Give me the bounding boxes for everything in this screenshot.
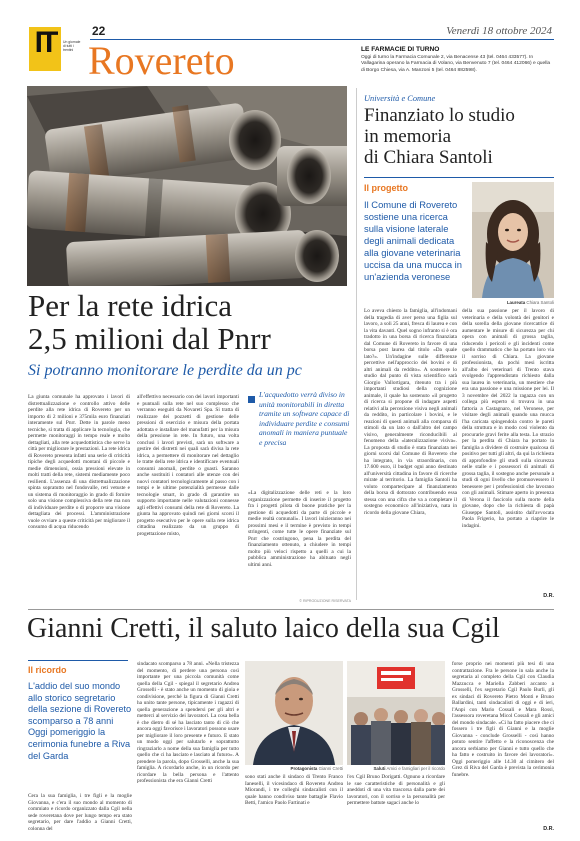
main-title-line2: 2,5 milioni dal Pnrr [28, 321, 271, 356]
ricordo-box-rule [28, 660, 128, 661]
logo-letters: IT [34, 26, 56, 59]
pharmacy-text: Oggi di turno la Farmacia Comunale 2, via Benacense 43 (tel. 0464 433577). In Vallagarina operano la Farmacia di Volano, via Benvenuto 7 (tel. 0464 412066) e quella di Borgo Chiesa, via A. Manzoni 5 (tel. 0464 882598). [361, 55, 551, 73]
page-number: 22 [92, 24, 106, 38]
cretti-photo1-caption [245, 766, 343, 771]
pull-quote: L'acquedotto verrà diviso in unità monitorabili in diretta tramite un software capace di individuare perdite e consumi anomali in maniera puntuale e precisa [259, 390, 350, 447]
quote-marker [248, 396, 255, 403]
cretti-signature: D.R. [543, 826, 554, 832]
project-box-label: Il progetto [364, 183, 408, 193]
project-box-text: Il Comune di Rovereto sostiene una ricerca sulla visione laterale degli animali dedicata alla giovane veterinaria uccisa da una mucca in un'azienda veronese [364, 199, 462, 282]
studio-signature: D.R. [543, 593, 554, 599]
cretti-col-2: sindacato scomparso a 78 anni. «Nella tristezza del momento, di perdere una persona così importante per una piccola comunità come quella della Cgil - spiegal il segretario Andrea Grosselli - è stato anche un momento di gioia e condivisione, perché la figura di Gianni Cretti ha unito tante persone, tipicamente i ragazzi di quella generazione a spendersi per gli altri e metterci al servizio dei lavoratori. La cosa bella è che dietro di sé ha lasciato tanto di ciò che ancora oggi favorisce i lavoratori possono usare per migliorare il loro presente e futuro. E stato un modo oggi per salutarlo e soprattutto ringraziarlo a nome della sua famiglia per tutto quello che ci ha lasciato e lasciato al futuro». A prendere la parola, dopo Grosselli, anche la sua famiglia. A ricordarlo anche, in un ricordo per ricordare la bella persona e l'attento professionista che era Gianni Cretti [137, 661, 239, 784]
cretti-col-3: sono stati anche il sindaco di Trento Franco Ianeselli, il vicesindaco di Rovereto Andrea Miorandi, i tre colleghi sindacalisti con il quale hanno condiviso tante battaglie Flavio Betti, l'amico Paolo Fartinati e [245, 774, 343, 806]
cretti-photo2-caption-text: Amici e famigliari per il ricordo [386, 766, 445, 771]
studio-title-line2: in memoria [364, 126, 452, 147]
section-title: Rovereto [88, 38, 235, 83]
cretti-col-1: Cera la sua famiglia, i tre figli e la moglie Giovanna, e c'era il suo mondo al momento di commiato e ricordo organizzato dalla Cgil nella sede roveretana dove per lungo tempo era stato segretario, per dare l'addio a Gianni Cretti, colonna del [28, 793, 132, 832]
logo [29, 27, 61, 71]
cretti-photo1-caption-bold: Protagonista [290, 766, 318, 771]
studio-kicker: Università e Comune [364, 94, 436, 103]
logo-caption: Un giornale di tutti i trentini [63, 40, 81, 53]
cretti-event-illustration [347, 661, 445, 765]
studio-title-line1: Finanziato lo studio [364, 105, 515, 126]
studio-col-2: della sua passione per il lavoro di veterinaria e della volontà dei genitori e della sorella della giovane ricercatrice di aumentare le misure di sicurezza per chi opera con animali di grossa taglia, riducendo i pericoli e gli incidenti come quello drammatico che ha portato loro via il sorriso di Chiara. La giovane professionista, da pochi mesi iscritta all'albo dei veterinari di Trento stava svolgendo l'apprendistato richiesto dalla sua laurea in veterinaria, un mestiere che era una passione e una missione per lei. Il 3 novembre del 2022 la ragazza con un collega più esperto si trovava in una fattoria a Castagnaro, nel Veronese, per visitare degli animali quando una mucca l'ha caricata spingendola contro le pareti della struttura e in modo così violento da procurarle gravi ferite alla testa. Lo strazio per la perdita di Chiara ha portato la famiglia a dividere di costruire qualcosa di positivo per tutti gli altri, da qui la richiesta di approfondire gli studi sulla sicurezza nelle stalle e i possessori di animali di grossa taglia, il sostegno anche personale a studi di ogni livello che promuovessero il benessere per i professionisti che lavorano con gli animali. Stimare aperto in presenza di Verona il fascicolo sulla morte della giovane, dopo che la richiesta di papà Giuseppe Santoli, assistito dall'avvocata Paola Frigerio, ha portato a riaprire le indagini. [462, 308, 554, 529]
cretti-col-5: forse proprio nei momenti più tesi di una contrattazione. Fra le persone in sala anche la segretaria al completo della Cgil con Claudia Mazzucca e Mariella Zabberi accanto a Grosselli, l'ex segretario Cgil Paolo Burli, gli ex sindaci di Rovereto Pietro Monti e Bruno Ballardini, tanti sindacalisti di oggi e di ieri, l'Anpi con Mario Cossali e Mara Rossi, l'assessora roveretana Micol Cossali e gli amici del mondo sindacale. «Ci ha fatto piacere che ci fossero i tre figli di Gianni e la moglie Giovanna - conclude Grosselli - così hanno potuto sentire l'affetto e la riconoscenza che ancora serbiamo per Gianni e tutto quello che ha fatto e costruito in favore dei lavoratori». Oggi pomeriggio alle 14.30 al cimitero del Grez di Riva del Garda è prevista la cerimonia funebre. [452, 661, 554, 778]
portrait-caption [472, 300, 554, 305]
cretti-photo1-caption-text: Gianni Cretti [318, 766, 343, 771]
cretti-col-4: l'ex Cgil Bruno Dorigatti. Ognuno a ricordare le sue caratteristiche di personalità e gli aneddoti di una vita trascorsa dalla parte dei lavoratori, con il sorriso e la personalità per permettere battute sagaci anche lo [347, 774, 445, 806]
ricordo-box-label: Il ricordo [28, 665, 67, 675]
date: Venerdì 18 ottobre 2024 [446, 25, 552, 37]
main-title-line1: Per la rete idrica [28, 288, 232, 323]
portrait-illustration [472, 182, 554, 298]
main-subtitle: Si potranno monitorare le perdite da un pc [28, 362, 302, 379]
section-separator [28, 609, 554, 610]
main-col-1: La giunta comunale ha approvato i lavori di distrettualizzazione e controllo attivo delle perdite alla rete idrica di Rovereto per un importo di 2 milioni e 375mila euro finanziati interamente sul Pnrr. Dette in parole meno tecniche, si tratta di applicare la tecnologia, che permette monitoraggi in tempo reale e molto dettagliati, alla rete acquedottistica che serve la città per migliorare le prestazioni. La rete idrica di Rovereto presenta infatti una serie di criticità tipiche degli acquedotti montani di piccole e medie dimensioni, ossia pressioni elevate in molti tratti della rete, sistemi mediamente poco resilienti. L'assenza di una distrettualizzazione spinta sopratutto nel fondovalle, reti vetuste e un sistema di monitoraggio in grado di fornire solo una visione complessiva della rete ma non di individuare perdite o di proporre una visione dettagliata dei processi. L'amministrazione vuole ovviare a queste criticità per migliorare il consumo di acqua riducendo [28, 394, 130, 530]
pipes-illustration [27, 86, 347, 286]
cretti-title: Gianni Cretti, il saluto laico della sua Cgil [27, 613, 500, 644]
main-credit: © RIPRODUZIONE RISERVATA [299, 599, 351, 603]
pharmacy-title: LE FARMACIE DI TURNO [361, 46, 440, 53]
column-divider [356, 88, 357, 600]
cretti-portrait-illustration [245, 661, 343, 765]
studio-title-line3: di Chiara Santoli [364, 147, 493, 168]
portrait-caption-text: Chiara Santoli [526, 300, 554, 305]
cretti-event-photo [347, 661, 445, 765]
studio-col-1: Lo aveva chiesto la famiglia, all'indomani della tragedia di aver perso una figlia sul lavoro, a soli 25 anni, fresca di laurea e con la vita davanti. Quel sogno infranto si è ora tradotto in una borsa di ricerca finanziata dal Comune di Rovereto in favore di una borsa post laurea dal titolo «Da quale lato?». Un'indagine sulle differenze percettive nell'approccio dei bovini e di altri animali da reddito». A sostenere lo studio dal punto di vista scientifico sarà Giorgio Vallortigara, ritenuto tra i più importanti studiosi della cognizione animale, il quale ha sostenuto «il progetto di ricerca si propone di indagare aspetti relativi alla percezione visiva negli animali da reddito, in particolare i bovini, e le reazioni di questi animali alla comparsa di stimoli da un lato o dall'altro del campo visivo, generalmente riconducibili al fenomeno della «lateralizzazione visiva». La proposta di studio è stata finanziata nei giorni scorsi dal Comune di Rovereto che ha integrato, in via straordinaria, con 17.600 euro, il budget ogni anno destinato all'università cittadina in favore di ricerche mirate al territorio. La famiglia Santoli ha voluto compartecipare al finanziamento della borsa di dottorato contribuendo essa stessa con una cifra che va a completare il sostegno economico all'iniziativa, nata in ricordo della giovane Chiara, [364, 308, 457, 516]
project-box-rule [364, 177, 554, 178]
cretti-photo2-caption [347, 766, 445, 771]
main-col-3: «La digitalizzazione delle reti e la loro organizzazione permette di inserire il progetto fra i progetti pilota di buone pratiche per la gestione di acquedotti da parte di piccole e medie realtà comunali». I lavori inizieranno nei prossimi mesi e il termine è previsto in tempi stringenti, come tutte le opere finanziate sul Pnrr che costringono, pena la perdita del finanziamento ottenuto, a chiudere in tempi molto più veloci rispetto a quelli a cui la pubblica amministrazione ha abituato negli ultimi anni. [248, 490, 351, 568]
portrait-photo [472, 182, 554, 298]
pipes-photo [27, 86, 347, 286]
cretti-photo2-caption-bold: Saluti [373, 766, 386, 771]
ricordo-box-text: L'addio del suo mondo allo storico segretario della sezione di Rovereto scomparso a 78 anni Oggi pomeriggio la cerimonia funebre a Riva del Garda [28, 681, 132, 761]
portrait-caption-bold: Laureata [506, 300, 526, 305]
main-col-2: all'effettivo necessario con dei lavori importanti e puntuali sulla rete nel suo complesso che verranno eseguiti da Novareti Spa. Si tratta di realizzare dei pozzetti di gestione delle pressioni di esercizio e misura della portata adottata e installare del manufatti per la misura della pressione in rete. In futuro, una volta conclusi i lavori previsti, sarà un software a gestire dei distretti nei quali sarà divisa la rete idrica, a permettere di monitorare nel dettaglio le tratte della rete idrica e identificare eventuali consumi anomali, perdite o guasti. Saranno anche sostituiti i contatori alle utenze con dei nuovi contatori tecnologicamente al passo con i tempi e le ultime potenzialità permesse dalle tecnologie smart, in grado di garantire un supporto importante nelle valutazioni connesse agli effettivi consumi della rete di Rovereto. La giunta ha approvato quindi nei giorni scorsi il progetto esecutivo per le opere sulla rete idrica cittadina realizzato da un gruppo di progettazione misto, [137, 394, 239, 537]
cretti-portrait-photo [245, 661, 343, 765]
